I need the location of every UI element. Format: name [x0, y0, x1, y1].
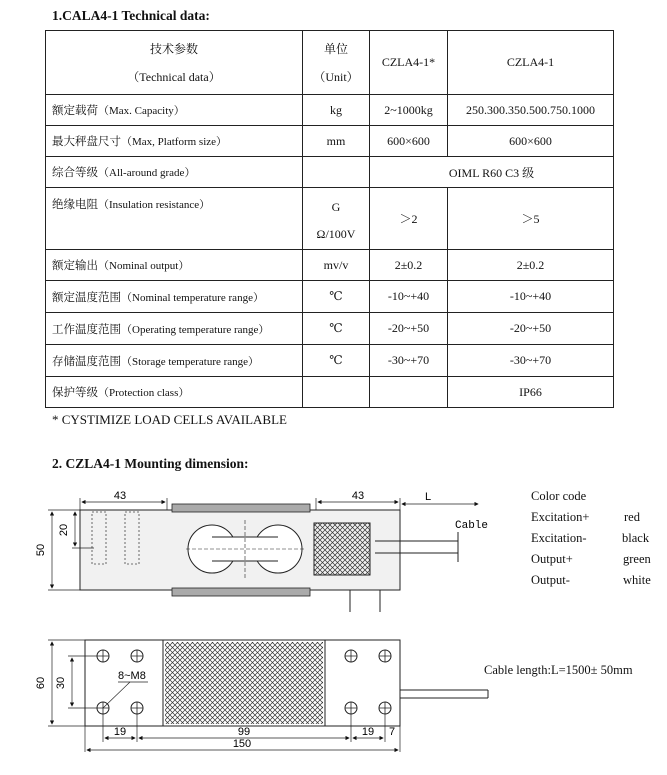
dim-30: 30: [55, 676, 67, 690]
color-code-color: black: [622, 531, 650, 545]
header-param-en: （Technical data）: [127, 69, 221, 84]
dim-19-right: 19: [361, 726, 375, 738]
row-unit-a: G: [331, 199, 341, 214]
row-param-en: （Insulation resistance）: [98, 199, 211, 211]
color-code-signal: Output+: [531, 552, 573, 566]
color-code-title: Color code: [531, 489, 587, 503]
plan-view: [35, 640, 488, 752]
row-param-cn: 综合等级: [52, 165, 98, 179]
row-param-en: （Max, Platform size）: [121, 136, 228, 148]
color-code-signal: Excitation-: [531, 531, 587, 545]
row-param-cn: 工作温度范围: [52, 321, 121, 336]
dim-60: 60: [35, 676, 47, 690]
section-title-mounting-dimension: 2. CZLA4-1 Mounting dimension:: [52, 456, 249, 471]
row-value-2: IP66: [448, 377, 614, 408]
header-unit-en: （Unit）: [313, 69, 359, 84]
row-value-2: 600×600: [448, 126, 614, 157]
row-unit: ℃: [303, 281, 370, 313]
row-value-2: 250.300.350.500.750.1000: [448, 95, 614, 126]
row-param-cn: 额定载荷: [52, 103, 98, 117]
header-unit-cn: 单位: [323, 41, 348, 56]
row-value-1: 2~1000kg: [370, 95, 448, 126]
row-param-cn: 绝缘电阻: [52, 197, 98, 211]
row-value-1: -10~+40: [370, 281, 448, 313]
row-value-2: ＞5: [448, 188, 614, 250]
row-param-cn: 额定温度范围: [52, 289, 121, 304]
side-view: [35, 490, 488, 612]
row-param-cn: 保护等级: [52, 385, 98, 399]
dim-cable-length: L: [424, 491, 432, 503]
row-value-1: 2±0.2: [370, 250, 448, 281]
dim-43-left: 43: [113, 490, 127, 502]
color-code-color: green: [623, 552, 651, 566]
dim-150: 150: [232, 738, 252, 750]
color-code-signal: Output-: [531, 573, 570, 587]
row-value-1: 600×600: [370, 126, 448, 157]
section-title-technical-data: 1.CALA4-1 Technical data:: [52, 8, 210, 23]
dim-thread: 8~M8: [118, 670, 146, 682]
row-param-cn: 额定输出: [52, 258, 98, 272]
row-unit: mv/v: [303, 250, 370, 281]
header-model-2: CZLA4-1: [448, 31, 614, 95]
row-param-cn: 最大秤盘尺寸: [52, 134, 121, 148]
dim-19-left: 19: [113, 726, 127, 738]
row-param-en: （Nominal temperature range）: [121, 291, 264, 304]
row-value-2: -10~+40: [448, 281, 614, 313]
color-code-color: white: [623, 573, 651, 587]
row-value-span: OIML R60 C3 级: [370, 157, 614, 188]
row-value-2: -30~+70: [448, 345, 614, 377]
row-param-en: （Protection class）: [98, 387, 190, 399]
header-model-1: CZLA4-1*: [370, 31, 448, 95]
row-value-2: -20~+50: [448, 313, 614, 345]
row-unit: kg: [303, 95, 370, 126]
color-code-signal: Excitation+: [531, 510, 590, 524]
cable-label: Cable: [455, 520, 489, 532]
color-code-color: red: [624, 510, 640, 524]
row-param-en: （All-around grade）: [98, 167, 196, 179]
cable-length-text: Cable length:L=1500± 50mm: [484, 663, 633, 677]
row-param-en: （Storage temperature range）: [121, 355, 260, 368]
row-unit: mm: [303, 126, 370, 157]
header-param-cn: 技术参数: [149, 41, 198, 56]
row-value-1: ＞2: [370, 188, 448, 250]
row-unit-b: Ω/100V: [316, 226, 356, 241]
row-unit: ℃: [303, 345, 370, 377]
row-value-1: -20~+50: [370, 313, 448, 345]
row-param-en: （Nominal output）: [98, 260, 190, 272]
row-param-en: （Max. Capacity）: [98, 105, 185, 117]
row-value-2: 2±0.2: [448, 250, 614, 281]
dim-20: 20: [58, 523, 70, 537]
custom-note: * CYSTIMIZE LOAD CELLS AVAILABLE: [52, 412, 287, 427]
dim-99: 99: [237, 726, 251, 738]
row-unit: ℃: [303, 313, 370, 345]
dim-43-right: 43: [351, 490, 365, 502]
dim-7: 7: [388, 726, 396, 738]
row-param-en: （Operating temperature range）: [121, 323, 270, 336]
row-param-cn: 存储温度范围: [52, 353, 121, 368]
dim-50: 50: [35, 543, 47, 557]
row-value-1: -30~+70: [370, 345, 448, 377]
